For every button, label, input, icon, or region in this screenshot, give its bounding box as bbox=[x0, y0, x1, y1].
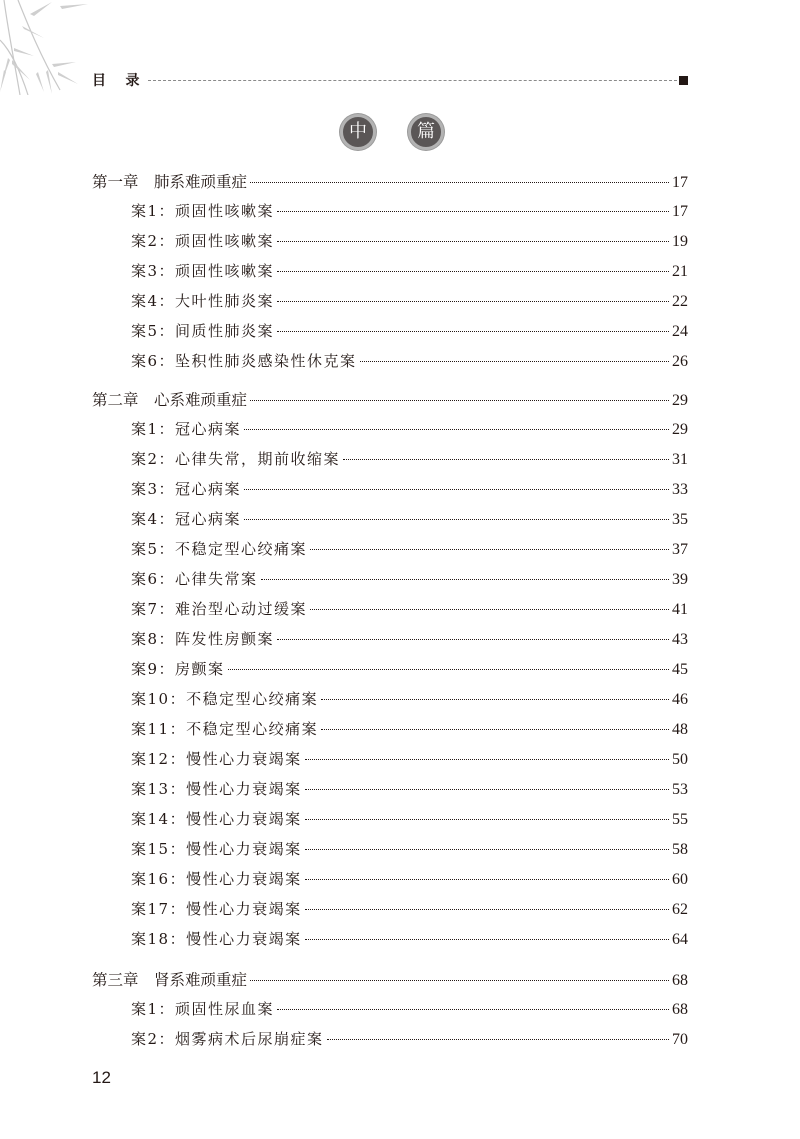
dot-leader bbox=[277, 211, 669, 212]
dot-leader bbox=[277, 301, 669, 302]
entry-label: 案14：慢性心力衰竭案 bbox=[131, 810, 302, 828]
page-number: 50 bbox=[672, 751, 688, 768]
dot-leader bbox=[310, 549, 669, 550]
entry-label: 案7：难治型心动过缓案 bbox=[131, 600, 308, 618]
entry-label: 案1：冠心病案 bbox=[131, 420, 242, 438]
toc-entry[interactable] bbox=[92, 998, 688, 1022]
dot-leader bbox=[250, 182, 669, 183]
dot-leader bbox=[250, 980, 669, 981]
page-number: 55 bbox=[672, 811, 688, 828]
toc-entry[interactable] bbox=[92, 628, 688, 652]
entry-label: 案15：慢性心力衰竭案 bbox=[131, 840, 302, 858]
page-number: 37 bbox=[672, 541, 688, 558]
page-number: 22 bbox=[672, 293, 688, 310]
dot-leader bbox=[321, 729, 669, 730]
page-number: 29 bbox=[672, 421, 688, 438]
toc-chapter-2[interactable] bbox=[92, 388, 688, 412]
toc-entry[interactable] bbox=[92, 598, 688, 622]
toc-entry[interactable] bbox=[92, 838, 688, 862]
toc-entry[interactable] bbox=[92, 290, 688, 314]
toc-entry[interactable] bbox=[92, 898, 688, 922]
page-number: 41 bbox=[672, 601, 688, 618]
entry-label: 案1：顽固性尿血案 bbox=[131, 1000, 275, 1018]
toc-entry[interactable] bbox=[92, 418, 688, 442]
dot-leader bbox=[277, 1009, 669, 1010]
dot-leader bbox=[310, 609, 669, 610]
header-square-icon bbox=[679, 76, 688, 85]
entry-label: 案3：冠心病案 bbox=[131, 480, 242, 498]
toc-entry[interactable] bbox=[92, 778, 688, 802]
entry-label: 案6：心律失常案 bbox=[131, 570, 258, 588]
dot-leader bbox=[261, 579, 669, 580]
toc-entry[interactable] bbox=[92, 748, 688, 772]
part-badge-pian: 篇 bbox=[408, 114, 444, 150]
dot-leader bbox=[277, 331, 669, 332]
entry-label: 案17：慢性心力衰竭案 bbox=[131, 900, 302, 918]
entry-label: 案6：坠积性肺炎感染性休克案 bbox=[131, 352, 357, 370]
dot-leader bbox=[228, 669, 669, 670]
entry-label: 案18：慢性心力衰竭案 bbox=[131, 930, 302, 948]
page-number: 26 bbox=[672, 353, 688, 370]
dot-leader bbox=[244, 429, 669, 430]
entry-label: 案4：大叶性肺炎案 bbox=[131, 292, 275, 310]
dot-leader bbox=[277, 271, 669, 272]
dot-leader bbox=[343, 459, 669, 460]
dot-leader bbox=[305, 849, 669, 850]
toc-entry[interactable] bbox=[92, 688, 688, 712]
toc-entry[interactable] bbox=[92, 808, 688, 832]
entry-label: 案12：慢性心力衰竭案 bbox=[131, 750, 302, 768]
page-number: 31 bbox=[672, 451, 688, 468]
toc-entry[interactable] bbox=[92, 1028, 688, 1052]
page-number: 46 bbox=[672, 691, 688, 708]
entry-label: 案8：阵发性房颤案 bbox=[131, 630, 275, 648]
toc-entry[interactable] bbox=[92, 718, 688, 742]
chapter-label: 第二章 心系难顽重症 bbox=[92, 391, 248, 409]
dot-leader bbox=[250, 400, 669, 401]
dot-leader bbox=[305, 819, 669, 820]
entry-label: 案9：房颤案 bbox=[131, 660, 225, 678]
page-number: 68 bbox=[672, 1001, 688, 1018]
page-number: 39 bbox=[672, 571, 688, 588]
toc-entry[interactable] bbox=[92, 230, 688, 254]
chapter-label: 第一章 肺系难顽重症 bbox=[92, 173, 248, 191]
entry-label: 案3：顽固性咳嗽案 bbox=[131, 262, 275, 280]
entry-label: 案2：烟雾病术后尿崩症案 bbox=[131, 1030, 324, 1048]
page-number: 68 bbox=[672, 972, 688, 989]
page-number: 21 bbox=[672, 263, 688, 280]
bamboo-decoration-icon bbox=[0, 0, 95, 95]
dot-leader bbox=[244, 489, 669, 490]
dot-leader bbox=[277, 241, 669, 242]
toc-entry[interactable] bbox=[92, 200, 688, 224]
toc-entry[interactable] bbox=[92, 928, 688, 952]
toc-entry[interactable] bbox=[92, 320, 688, 344]
page-number: 24 bbox=[672, 323, 688, 340]
toc-entry[interactable] bbox=[92, 448, 688, 472]
toc-entry[interactable] bbox=[92, 568, 688, 592]
entry-label: 案5：不稳定型心绞痛案 bbox=[131, 540, 308, 558]
dot-leader bbox=[305, 789, 669, 790]
toc-entry[interactable] bbox=[92, 260, 688, 284]
entry-label: 案2：心律失常，期前收缩案 bbox=[131, 450, 341, 468]
page-number: 19 bbox=[672, 233, 688, 250]
page-number: 35 bbox=[672, 511, 688, 528]
folio-page-number: 12 bbox=[92, 1068, 111, 1087]
page-number: 58 bbox=[672, 841, 688, 858]
part-title bbox=[340, 114, 444, 150]
toc-entry[interactable] bbox=[92, 658, 688, 682]
page-number: 62 bbox=[672, 901, 688, 918]
page-number: 64 bbox=[672, 931, 688, 948]
dot-leader bbox=[305, 879, 669, 880]
page-number: 70 bbox=[672, 1031, 688, 1048]
entry-label: 案16：慢性心力衰竭案 bbox=[131, 870, 302, 888]
toc-entry[interactable] bbox=[92, 538, 688, 562]
toc-entry[interactable] bbox=[92, 478, 688, 502]
toc-entry[interactable] bbox=[92, 868, 688, 892]
dot-leader bbox=[321, 699, 669, 700]
page-number: 17 bbox=[672, 174, 688, 191]
page-number: 60 bbox=[672, 871, 688, 888]
page-number: 43 bbox=[672, 631, 688, 648]
toc-chapter-1[interactable] bbox=[92, 170, 688, 194]
dot-leader bbox=[244, 519, 669, 520]
dot-leader bbox=[360, 361, 669, 362]
part-badge-zhong: 中 bbox=[340, 114, 376, 150]
toc-entry[interactable] bbox=[92, 350, 688, 374]
page-number: 48 bbox=[672, 721, 688, 738]
entry-label: 案11：不稳定型心绞痛案 bbox=[131, 720, 319, 738]
page-number: 33 bbox=[672, 481, 688, 498]
entry-label: 案10：不稳定型心绞痛案 bbox=[131, 690, 319, 708]
header-title: 目 录 bbox=[92, 73, 140, 89]
entry-label: 案1：顽固性咳嗽案 bbox=[131, 202, 275, 220]
chapter-label: 第三章 肾系难顽重症 bbox=[92, 971, 248, 989]
entry-label: 案2：顽固性咳嗽案 bbox=[131, 232, 275, 250]
entry-label: 案5：间质性肺炎案 bbox=[131, 322, 275, 340]
toc-entry[interactable] bbox=[92, 508, 688, 532]
entry-label: 案13：慢性心力衰竭案 bbox=[131, 780, 302, 798]
dot-leader bbox=[305, 939, 669, 940]
dot-leader bbox=[327, 1039, 669, 1040]
page-number: 17 bbox=[672, 203, 688, 220]
toc-chapter-3[interactable] bbox=[92, 968, 688, 992]
page-number: 53 bbox=[672, 781, 688, 798]
header-dashed-rule bbox=[148, 80, 678, 81]
dot-leader bbox=[277, 639, 669, 640]
running-header bbox=[92, 70, 688, 90]
page-number: 45 bbox=[672, 661, 688, 678]
dot-leader bbox=[305, 909, 669, 910]
page-number: 29 bbox=[672, 392, 688, 409]
entry-label: 案4：冠心病案 bbox=[131, 510, 242, 528]
dot-leader bbox=[305, 759, 669, 760]
